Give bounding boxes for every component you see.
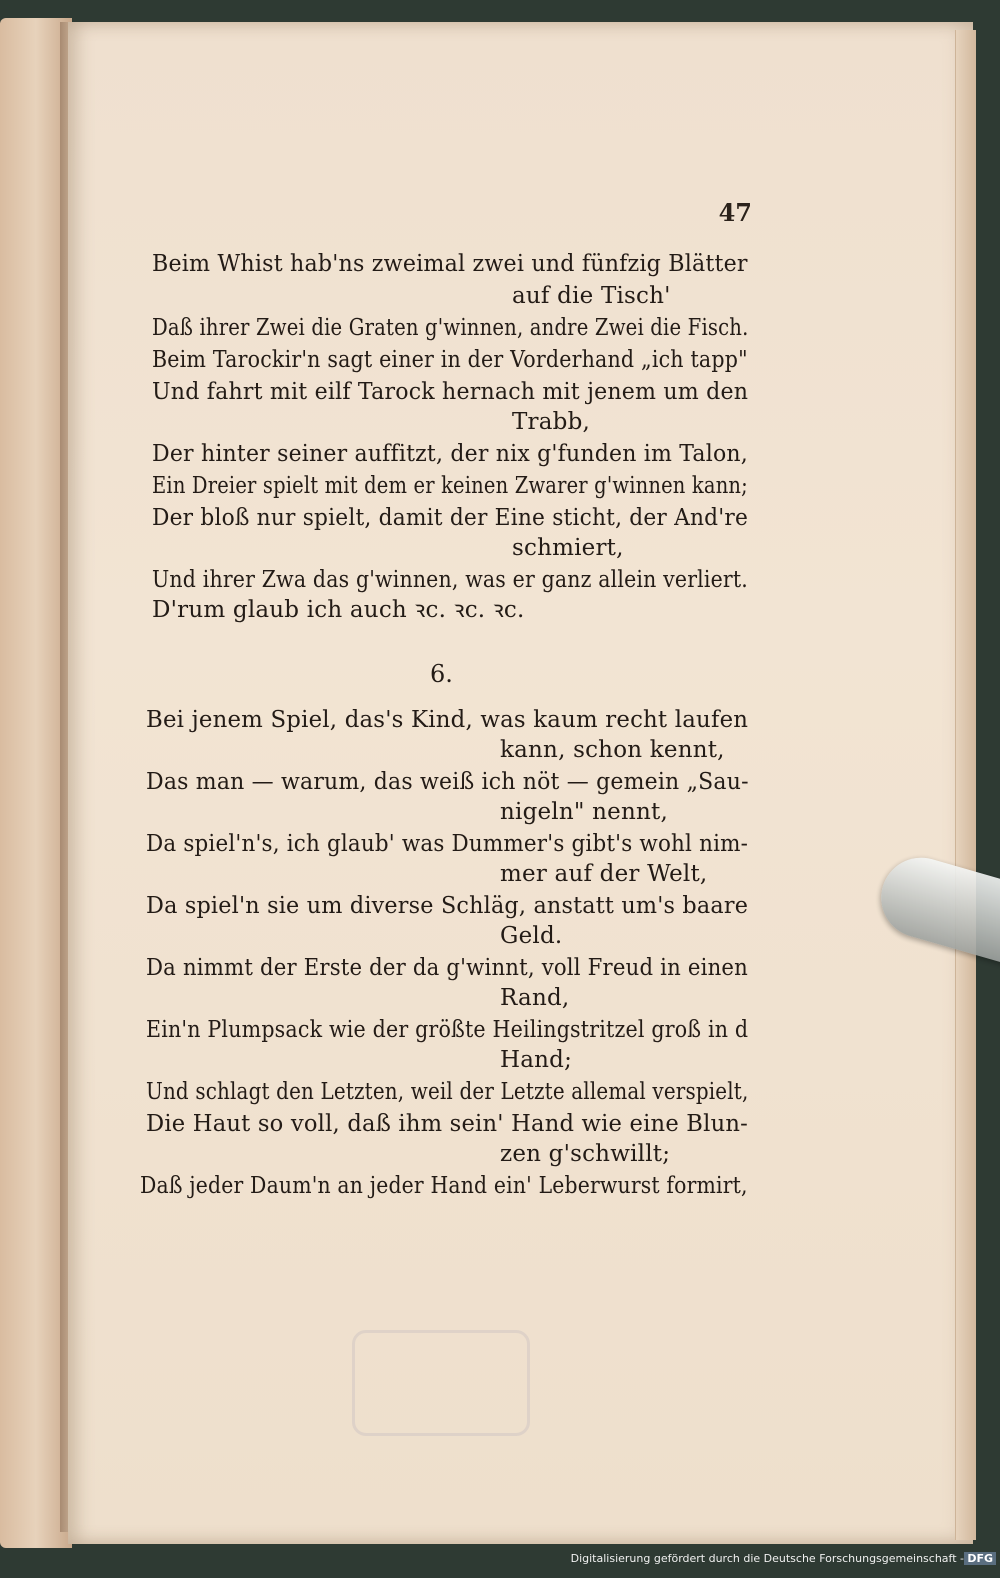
poem-line: Da nimmt der Erste der da g'winnt, voll Freud in einen — [146, 955, 749, 981]
poem-line: Bei jenem Spiel, das's Kind, was kaum recht laufen — [146, 707, 749, 733]
poem-line: Das man — warum, das weiß ich nöt — gemein „Sau- — [146, 769, 749, 795]
page-right-edge — [955, 30, 976, 1540]
section-number: 6. — [430, 660, 453, 688]
poem-line: Und ihrer Zwa das g'winnen, was er ganz allein verliert. — [152, 567, 748, 593]
footer-credit: Digitalisierung gefördert durch die Deutsche Forschungsgemeinschaft - — [570, 1552, 964, 1565]
poem-line: Beim Whist hab'ns zweimal zwei und fünfzig Blätter — [152, 251, 748, 277]
dfg-logo: DFG — [964, 1552, 996, 1565]
poem-line: kann, schon kennt, — [500, 737, 725, 763]
poem-line: Und schlagt den Letzten, weil der Letzte allemal verspielt, — [146, 1079, 749, 1105]
poem-line: Daß jeder Daum'n an jeder Hand ein' Leberwurst formirt, — [140, 1173, 748, 1199]
poem-line: Da spiel'n's, ich glaub' was Dummer's gibt's wohl nim- — [146, 831, 749, 857]
poem-line: Die Haut so voll, daß ihm sein' Hand wie eine Blun- — [146, 1111, 748, 1137]
poem-line: zen g'schwillt; — [500, 1141, 671, 1167]
poem-line: Rand, — [500, 985, 570, 1011]
poem-line: Ein'n Plumpsack wie der größte Heilingstritzel groß in d — [146, 1017, 749, 1043]
poem-line: Und fahrt mit eilf Tarock hernach mit jenem um den — [152, 379, 749, 405]
poem-line: nigeln" nennt, — [500, 799, 668, 825]
poem-line: Ein Dreier spielt mit dem er keinen Zwarer g'winnen kann; — [152, 473, 748, 499]
poem-line: Geld. — [500, 923, 563, 949]
poem-line: schmiert, — [512, 535, 624, 561]
library-stamp — [352, 1330, 530, 1436]
poem-line: mer auf der Welt, — [500, 861, 708, 887]
poem-line: Da spiel'n sie um diverse Schläg, anstatt um's baare — [146, 893, 749, 919]
poem-line: Der hinter seiner auffitzt, der nix g'funden im Talon, — [152, 441, 748, 467]
page-number: 47 — [718, 198, 752, 227]
poem-line: Daß ihrer Zwei die Graten g'winnen, andre Zwei die Fisch. — [152, 315, 749, 341]
poem-line: D'rum glaub ich auch ꝛc. ꝛc. ꝛc. — [152, 597, 525, 623]
poem-line: Der bloß nur spielt, damit der Eine sticht, der And're — [152, 505, 749, 531]
poem-line: Beim Tarockir'n sagt einer in der Vorderhand „ich tapp" — [152, 347, 748, 373]
poem-line: auf die Tisch' — [512, 283, 671, 309]
poem-line: Hand; — [500, 1047, 573, 1073]
poem-line: Trabb, — [512, 409, 591, 435]
